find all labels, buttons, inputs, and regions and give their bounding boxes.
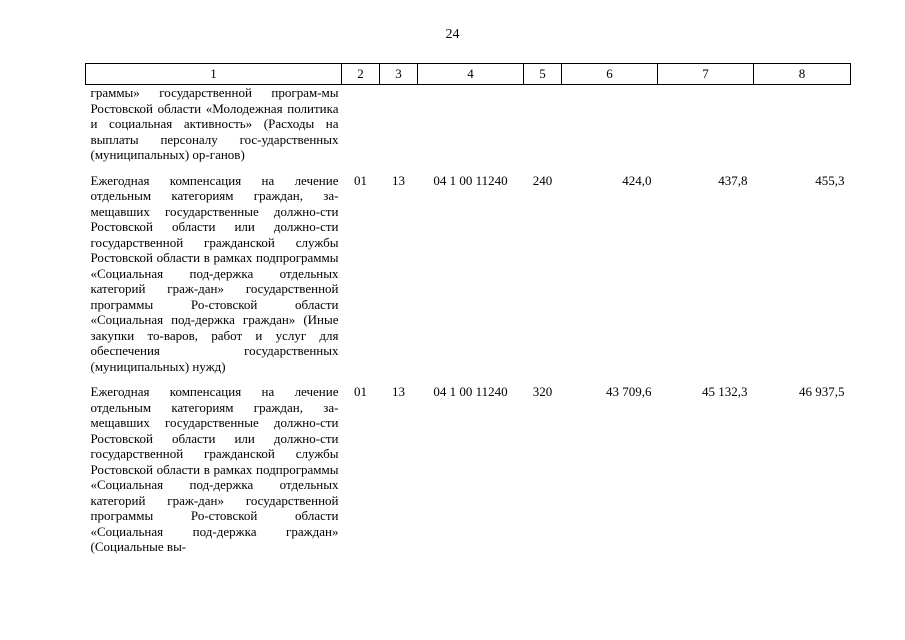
table-row — [86, 384, 851, 555]
row-amount-year-2: 45 132,3 — [702, 384, 748, 399]
header-col-8: 8 — [754, 64, 851, 85]
row-amount-year-2 — [658, 85, 754, 163]
row-spacer — [86, 163, 851, 173]
row-expense-type: 240 — [532, 172, 553, 188]
budget-table — [85, 63, 851, 555]
row-amount-year-1: 424,0 — [622, 172, 652, 188]
header-col-7: 7 — [658, 64, 754, 85]
row-spacer — [86, 374, 851, 384]
header-col-6: 6 — [562, 64, 658, 85]
table-header — [86, 64, 851, 85]
header-col-4: 4 — [418, 64, 524, 85]
row-description: Ежегодная компенсация на лечение отдельным категориям граждан, за-мещавших государственные должно-сти Ростовской области или должно-сти государственной гражданской службы Ростовской области в рамках подпрограммы «Социальная под-держка отдельных категорий граж-дан» государственной программы Ро-стовской области «Социальная под-держка граждан» (Иные закупки то-варов, работ и услуг для обеспечения государственных (муниципальных) нужд) — [90, 172, 339, 374]
table-row — [86, 85, 851, 163]
row-amount-year-3: 46 937,5 — [799, 384, 845, 399]
row-subsection: 13 — [392, 172, 405, 188]
row-target-article — [418, 85, 524, 163]
header-col-5: 5 — [524, 64, 562, 85]
row-expense-type: 320 — [532, 384, 553, 399]
header-row — [86, 64, 851, 85]
row-target-article: 04 1 00 11240 — [433, 384, 508, 399]
row-section: 01 — [354, 172, 367, 188]
row-amount-year-2: 437,8 — [718, 172, 748, 188]
table-row — [86, 173, 851, 375]
row-amount-year-3 — [754, 85, 851, 163]
row-section — [342, 85, 380, 163]
row-description: граммы» государственной програм-мы Ростовской области «Молодежная политика и социальная активность» (Расходы на выплаты персоналу гос-ударственных (муниципальных) ор-ганов) — [90, 85, 339, 162]
row-description: Ежегодная компенсация на лечение отдельным категориям граждан, за-мещавших государственные должно-сти Ростовской области или должно-сти государственной гражданской службы Ростовской области в рамках подпрограммы «Социальная под-держка отдельных категорий граж-дан» государственной программы Ро-стовской области «Социальная под-держка граждан» (Социальные вы- — [90, 384, 339, 554]
row-section: 01 — [354, 384, 367, 399]
row-subsection — [380, 85, 418, 163]
header-col-3: 3 — [380, 64, 418, 85]
row-amount-year-1 — [562, 85, 658, 163]
row-target-article: 04 1 00 11240 — [433, 172, 508, 188]
row-subsection: 13 — [392, 384, 405, 399]
header-col-1: 1 — [86, 64, 342, 85]
header-col-2: 2 — [342, 64, 380, 85]
table-body — [86, 85, 851, 555]
row-amount-year-3: 455,3 — [815, 172, 845, 188]
row-amount-year-1: 43 709,6 — [606, 384, 652, 399]
row-expense-type — [524, 85, 562, 163]
page-number: 24 — [445, 27, 460, 42]
